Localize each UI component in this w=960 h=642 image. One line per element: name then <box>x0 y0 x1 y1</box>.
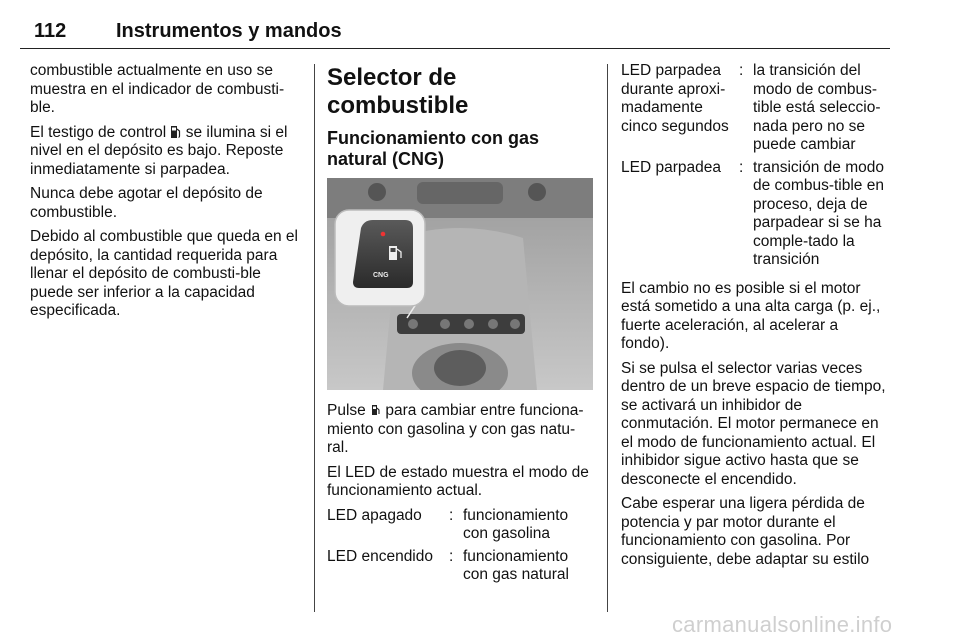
section-title: Selector de combustible <box>327 64 469 119</box>
paragraph: combustible actualmente en uso se muestra en el indicador de combusti-ble. <box>30 62 285 116</box>
column-2 <box>327 62 595 595</box>
watermark: carmanualsonline.info <box>672 612 893 637</box>
chapter-title: Instrumentos y mandos <box>116 20 342 42</box>
list-item: LED parpadea : transición de modo de combus-tible en proceso, deja de parpadear si se ha comple-tado la transición <box>621 158 884 268</box>
column-1 <box>30 62 300 327</box>
paragraph: El LED de estado muestra el modo de funcionamiento actual. <box>327 463 589 499</box>
page-number: 112 <box>34 20 67 42</box>
column-divider <box>607 64 608 612</box>
list-item: LED parpadea durante aproxi-madamente cinco segundos : la transición del modo de combus-tible está seleccio-nada pero no se puede cambiar <box>621 62 881 153</box>
list-item: LED encendido : funcionamiento con gas natural <box>327 547 569 583</box>
column-divider <box>314 64 315 612</box>
cng-label: CNG <box>373 272 389 279</box>
paragraph: El testigo de control se ilumina si el nivel en el depósito es bajo. Reposte inmediatamente si parpadea. <box>30 123 288 178</box>
paragraph: Nunca debe agotar el depósito de combustible. <box>30 185 263 221</box>
page-header <box>20 18 890 49</box>
cng-selector-photo <box>327 178 593 390</box>
paragraph: Debido al combustible que queda en el depósito, la cantidad requerida para llenar el depósito de combusti-ble puede ser inferior a la capacidad especificada. <box>30 228 298 319</box>
fuel-pump-icon <box>170 125 181 139</box>
paragraph: Pulse para cambiar entre funciona-miento con gasolina y con gas natu-ral. <box>327 402 584 456</box>
led-blink-list <box>621 62 889 270</box>
paragraph: Si se pulsa el selector varias veces dentro de un breve espacio de tiempo, se activará un inhibidor de conmutación. El motor permanece en el modo de funcionamiento actual. El inhibidor sigue activo hasta que se desconecte el encendido. <box>621 359 886 488</box>
section-subtitle: Funcionamiento con gas natural (CNG) <box>327 128 540 169</box>
fuel-selector-icon <box>370 403 381 417</box>
led-status-list <box>327 507 595 585</box>
paragraph: Cabe esperar una ligera pérdida de potencia y par motor durante el funcionamiento con gasolina. Por consiguiente, debe adaptar su estilo <box>621 495 870 568</box>
paragraph: El cambio no es posible si el motor está sometido a una alta carga (p. ej., fuerte aceleración, al acelerar a fondo). <box>621 279 881 352</box>
list-item: LED apagado : funcionamiento con gasolina <box>327 506 569 542</box>
column-3 <box>621 62 889 575</box>
